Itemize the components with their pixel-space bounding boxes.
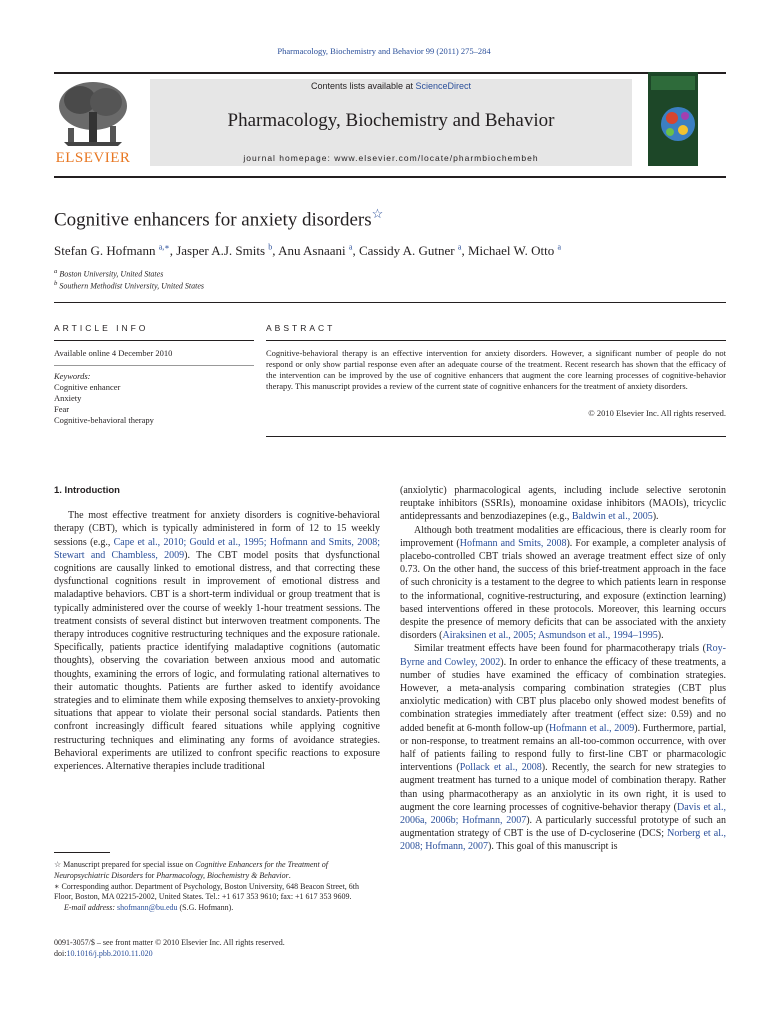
text-run: Although both treatment modalities are efficacious, there is clearly room for improvement (: [400, 524, 726, 549]
cover-art-icon: [648, 72, 698, 166]
author-name: Stefan G. Hofmann: [54, 243, 159, 259]
issn-line: 0091-3057/$ – see front matter © 2010 Elsevier Inc. All rights reserved.: [54, 938, 285, 947]
footnote-rule: [54, 852, 110, 853]
text-run: ). Recently, the search for new strategies to augment treatment has turned to a unique model of combination therapy. Rather than using pharmacotherapy as an anxiolytic in its own right, it is used to augment the core learning processes of cognitive-behavior therapy (: [400, 762, 727, 813]
citation-link[interactable]: Norberg et al., 2008; Hofmann, 2007: [400, 828, 727, 853]
author-affiliation-mark[interactable]: a: [457, 243, 462, 252]
italic-text: Pharmacology, Biochemistry & Behavior: [156, 870, 289, 880]
header-top-rule: [54, 72, 726, 74]
citation-link[interactable]: Roy-Byrne and Cowley, 2002: [400, 643, 726, 668]
citation-link[interactable]: Baldwin et al., 2005: [571, 511, 653, 523]
author-name: Michael W. Otto: [467, 243, 558, 259]
paragraph: [400, 642, 726, 853]
text-run: The most effective treatment for anxiety disorders is cognitive-behavioral therapy (CBT), which is typically administered in form of 12 to 15 weekly sessions (e.g.,: [54, 510, 380, 548]
abstract-heading: ABSTRACT: [266, 323, 336, 333]
text-run: ). For example, a completer analysis of placebo-controlled CBT trials showed an average treatment effect size of only 0.73. On the other hand, the success of this brief-treatment approach in the face of such chronicity is a testament to the degree to which patients learn in response to the informational, cognitive-restructuring, and exposure (extinction learning) based interventions offered in these protocols. Moreover, this learning occurs despite the presence of memory deficits that can be associated with the anxiety disorders (: [400, 537, 726, 642]
paragraph: [400, 484, 726, 524]
footnotes: [54, 860, 380, 914]
footnote-email: E-mail address: shofmann@bu.edu (S.G. Hofmann).: [64, 903, 234, 913]
citation-link[interactable]: Davis et al., 2006a, 2006b; Hofmann, 2007: [400, 801, 727, 827]
keyword-item: Anxiety: [54, 393, 82, 403]
author-name: Anu Asnaani: [278, 243, 349, 259]
journal-banner: [150, 79, 632, 166]
author-affiliation-mark[interactable]: b: [268, 243, 273, 252]
keyword-item: Fear: [54, 404, 70, 414]
italic-text: Cognitive Enhancers for the Treatment of Neuropsychiatric Disorders: [54, 860, 328, 880]
text-run: Similar treatment effects have been found for pharmacotherapy trials (: [414, 643, 706, 655]
text-run: ).: [657, 630, 664, 642]
text-run: ). In order to enhance the efficacy of these treatments, a number of studies have examined the efficacy of combination strategies. However, a meta-analysis comparing combination strategies (CBT plus anxiolytic medication) with CBT plus placebo only showed modest benefits of combination strategies immediately after treatment (effect size: 0.59) and no added benefit at 6-month follow-up (: [400, 656, 726, 734]
author-affiliation-mark[interactable]: a,∗: [158, 243, 170, 252]
journal-cover-image[interactable]: [648, 72, 698, 166]
keyword-item: Cognitive enhancer: [54, 382, 121, 392]
contents-line: Contents lists available at ScienceDirect: [310, 81, 472, 91]
text-run: ). The CBT model posits that dysfunctional cognitions are causally linked to emotional distress, and that correcting these dysfunctional cognitions result in improvement of emotional distress and maladaptive behaviors. CBT is a short-term individual or group treatment that is typically administered over the course of weekly 1-hour treatment sessions. The treatment consists of several distinct but interwoven treatment components. The therapy introduces cognitive restructuring techniques and the exposure rationale. Specifically, patients practice identifying maladaptive cognitions (automatic thoughts), observing the covariation between anxious mood and automatic thoughts, examining the errors of logic, and formulating rational alternatives to their automatic thoughts. Patients are further asked to identify avoidance strategies and to eliminate them while exposing themselves to anxiety-provoking situations that appear to violate their personal social standards. Patients then confront increasingly difficult feared situations while applying cognitive restructuring techniques and eliminating any forms of avoidance strategies. Behavioral experiments are utilized to confront specific reactions to exposure experiences. Alternative therapies include traditional: [54, 549, 380, 773]
body-right-column: [400, 484, 726, 854]
text-run: (anxiolytic) pharmacological agents, including include selective serotonin reuptake inhibitors (SSRIs), monoamine oxidase inhibitors (MAOIs), tricyclic antidepressants and benzodiazepines (e.g.,: [400, 485, 726, 523]
citation-link[interactable]: Cape et al., 2010; Gould et al., 1995; Hofmann and Smits, 2008; Stewart and Chambless, 2009: [54, 536, 380, 561]
footnote-corresponding: ∗ Corresponding author. Department of Psychology, Boston University, 648 Beacon Street, 6th Floor, Boston, MA 02215-2002, United States. Tel.: +1 617 353 9610; fax: +1 617 353 9609.: [54, 881, 360, 902]
text-run: ). This goal of this manuscript is: [488, 841, 618, 853]
email-link[interactable]: shofmann@bu.edu: [117, 903, 178, 913]
text-run: .: [288, 870, 291, 880]
abstract-bottom-rule: [266, 436, 726, 437]
body-left-column: [54, 484, 380, 773]
abstract-text: Cognitive-behavioral therapy is an effective intervention for anxiety disorders. However, a significant number of people do not respond or only show partial response even after an adequate course of the treatment. Recent research has shown that the efficacy of the intervention can be improved by the use of cognitive enhancers that augment the core learning processes of cognitive-behavior therapy. This manuscript provides a review of the current state of cognitive enhancers for the treatment of anxiety disorders.: [266, 348, 726, 391]
abstract-copyright: © 2010 Elsevier Inc. All rights reserved.: [588, 408, 726, 418]
citation-link[interactable]: Airaksinen et al., 2005; Asmundson et al., 1994–1995: [442, 630, 658, 642]
header-bottom-rule: [54, 176, 726, 178]
citation-link[interactable]: Hofmann et al., 2009: [548, 722, 635, 734]
footnote-star: [54, 860, 380, 882]
section-heading: 1. Introduction: [54, 485, 120, 496]
keyword-item: Cognitive-behavioral therapy: [54, 415, 154, 425]
author-name: Cassidy A. Gutner: [358, 243, 458, 259]
doi-link[interactable]: 10.1016/j.pbb.2010.11.020: [66, 949, 153, 958]
available-rule: [54, 365, 254, 366]
text-run: ). Furthermore, partial, or non-response, to treatment remains an all-too-common occurrence, with over half of patients failing to respond fully to first-line CBT or pharmacologic interventions (: [400, 722, 727, 774]
journal-title: Pharmacology, Biochemistry and Behavior: [227, 110, 555, 131]
keywords-label: Keywords:: [54, 371, 91, 381]
doi-line: doi:10.1016/j.pbb.2010.11.020: [54, 949, 153, 958]
abstract-rule: [266, 340, 726, 341]
journal-citation[interactable]: Pharmacology, Biochemistry and Behavior 99 (2011) 275–284: [277, 46, 491, 56]
author-affiliation-mark[interactable]: a: [557, 243, 562, 252]
text-run: ).: [652, 511, 659, 523]
author-name: Jasper A.J. Smits: [176, 243, 269, 259]
citation-link[interactable]: Pollack et al., 2008: [459, 762, 542, 774]
paragraph: [400, 524, 726, 643]
text-run: ). A particularly successful prototype of such an augmentation strategy of CBT is the use of D-cycloserine (DCS;: [400, 815, 726, 840]
title-footnote-mark[interactable]: ☆: [371, 206, 384, 221]
paragraph: [54, 509, 380, 773]
front-matter: [54, 937, 285, 959]
article-info-heading: ARTICLE INFO: [54, 323, 149, 333]
affiliation-rule: [54, 302, 726, 303]
elsevier-logo[interactable]: [54, 78, 132, 166]
article-info-rule: [54, 340, 254, 341]
available-online: Available online 4 December 2010: [54, 348, 173, 358]
text-run: ☆ Manuscript prepared for special issue on: [54, 860, 196, 869]
elsevier-wordmark: ELSEVIER: [55, 150, 131, 166]
sciencedirect-link[interactable]: ScienceDirect: [415, 81, 472, 91]
affiliation-b: $^b$ Southern Methodist University, United States: [54, 280, 204, 291]
citation-link[interactable]: Hofmann and Smits, 2008: [459, 537, 567, 549]
author-list: Stefan G. Hofmann $^{a,∗}$, Jasper A.J. Smits $^b$, Anu Asnaani $^a$, Cassidy A. Gutner $^a$, Michael W. Otto $^a$: [54, 243, 562, 259]
journal-homepage[interactable]: journal homepage: www.elsevier.com/locate/pharmbiochembeh: [243, 153, 539, 163]
author-affiliation-mark[interactable]: a: [348, 243, 353, 252]
affiliation-a: $^a$ Boston University, United States: [54, 268, 164, 279]
article-title: Cognitive enhancers for anxiety disorders☆: [54, 206, 384, 231]
text-run: for: [142, 870, 157, 880]
